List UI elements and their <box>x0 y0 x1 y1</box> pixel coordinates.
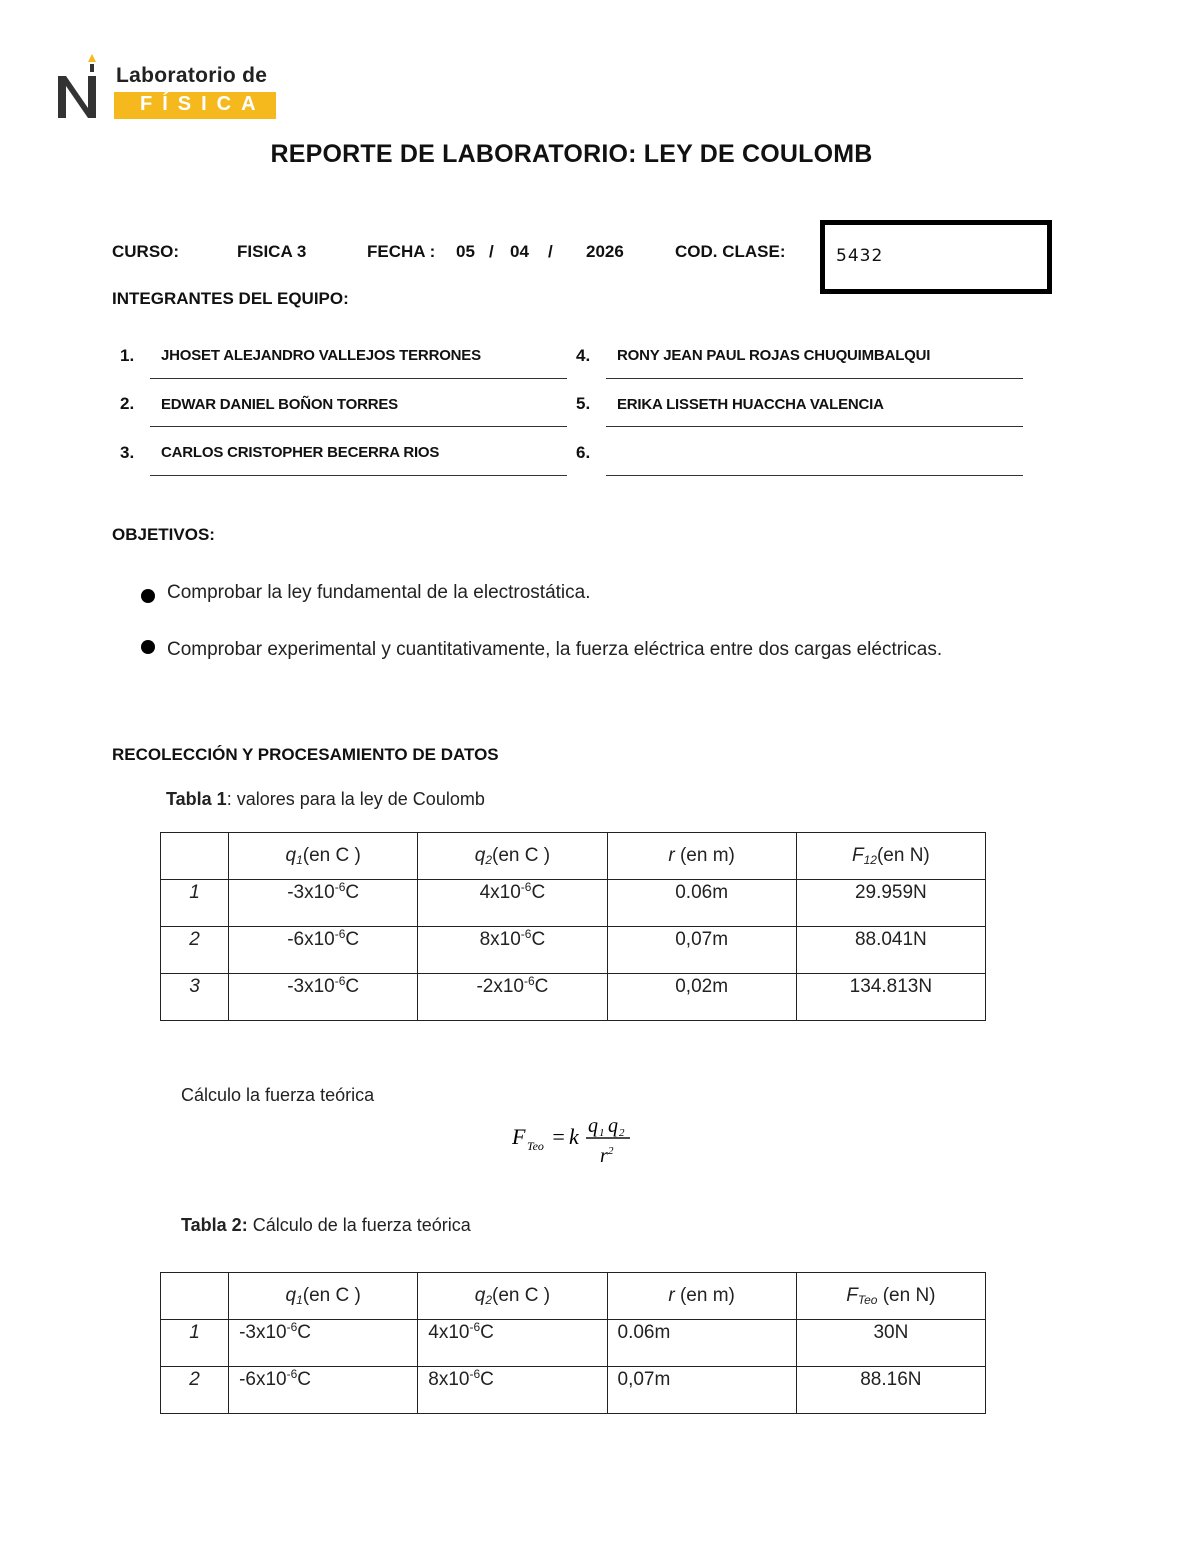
row-number: 1 <box>161 1320 229 1367</box>
member-number: 4. <box>576 346 591 365</box>
f-cell: 88.16N <box>796 1367 985 1414</box>
member-underline <box>606 378 1023 379</box>
table2-caption: Tabla 2: Cálculo de la fuerza teórica <box>181 1215 471 1235</box>
q1-cell: $-3x10^{-6}C$ <box>229 1320 418 1367</box>
logo-text-top: Laboratorio de <box>116 64 268 87</box>
q2-cell: $8x10^{-6}C$ <box>418 927 607 974</box>
header-q1: $q_1(en$ C ) <box>229 1273 418 1320</box>
table-row <box>161 1320 986 1367</box>
f-cell: 134.813N <box>796 974 985 1021</box>
table1-caption: Tabla 1: valores para la ley de Coulomb <box>166 789 485 809</box>
formula-f-sub: Teo <box>527 1139 544 1153</box>
member-underline <box>150 378 567 379</box>
member-name: CARLOS CRISTOPHER BECERRA RIOS <box>161 444 440 461</box>
formula-equals: = <box>551 1124 566 1149</box>
formula-f: F <box>512 1124 526 1149</box>
table1 <box>160 832 986 1021</box>
calc-label: Cálculo la fuerza teórica <box>181 1085 375 1105</box>
formula-q2: q <box>608 1115 618 1137</box>
header-q1: $q_1(en$ C ) <box>229 833 418 880</box>
formula-q1: q <box>588 1115 598 1137</box>
member-number: 6. <box>576 443 591 462</box>
data-section-label: RECOLECCIÓN Y PROCESAMIENTO DE DATOS <box>112 745 499 764</box>
q1-cell: $-6x10^{-6}C$ <box>229 1367 418 1414</box>
q2-cell: $-2x10^{-6}C$ <box>418 974 607 1021</box>
member-name: RONY JEAN PAUL ROJAS CHUQUIMBALQUI <box>617 347 931 364</box>
member-underline <box>606 426 1023 427</box>
row-number: 2 <box>161 927 229 974</box>
member-underline <box>150 475 567 476</box>
q2-cell: $4x10^{-6}C$ <box>418 880 607 927</box>
fecha-year: 2026 <box>586 242 624 261</box>
r-cell: 0,02m <box>607 974 796 1021</box>
logo-n-icon <box>56 52 100 122</box>
header-q2: $q_2(en$ C ) <box>418 1273 607 1320</box>
member-underline <box>606 475 1023 476</box>
fecha-day: 05 <box>456 242 475 261</box>
f-cell: 29.959N <box>796 880 985 927</box>
r-cell: 0.06m <box>607 1320 796 1367</box>
objective-item: Comprobar la ley fundamental de la electrostática. <box>167 582 591 603</box>
curso-label: CURSO: <box>112 242 180 261</box>
r-cell: 0,07m <box>607 927 796 974</box>
curso-value: FISICA 3 <box>237 242 307 261</box>
bullet-icon <box>141 640 155 654</box>
table-header-row <box>161 1273 986 1320</box>
q1-cell: $-3x10^{-6}C$ <box>229 880 418 927</box>
member-name: ERIKA LISSETH HUACCHA VALENCIA <box>617 396 884 413</box>
member-name: JHOSET ALEJANDRO VALLEJOS TERRONES <box>161 347 481 364</box>
fecha-sep-1: / <box>489 242 494 261</box>
cod-clase-value: 5432 <box>836 246 884 266</box>
q2-cell: $8x10^{-6}C$ <box>418 1367 607 1414</box>
header-fteo: $F_{Teo}$ (en N) <box>796 1273 985 1320</box>
member-underline <box>150 426 567 427</box>
formula-q1-sub: 1 <box>599 1127 605 1139</box>
table-row <box>161 880 986 927</box>
header-q2: $q_2(en$ C ) <box>418 833 607 880</box>
formula-r: r <box>600 1145 608 1167</box>
table-row <box>161 974 986 1021</box>
row-number: 1 <box>161 880 229 927</box>
fecha-sep-2: / <box>548 242 553 261</box>
row-number: 2 <box>161 1367 229 1414</box>
table-row <box>161 1367 986 1414</box>
r-cell: 0.06m <box>607 880 796 927</box>
table2 <box>160 1272 986 1414</box>
page-title: REPORTE DE LABORATORIO: LEY DE COULOMB <box>270 140 873 168</box>
objective-item: Comprobar experimental y cuantitativamente, la fuerza eléctrica entre dos cargas eléctricas. <box>167 639 943 660</box>
formula-k: k <box>569 1124 579 1149</box>
member-number: 1. <box>120 346 135 365</box>
header-cell <box>161 833 229 880</box>
fecha-month: 04 <box>510 242 529 261</box>
logo-text-bottom: FÍSICA <box>140 93 266 115</box>
objectives-label: OBJETIVOS: <box>112 525 215 544</box>
header-r: r (en m) <box>607 1273 796 1320</box>
bullet-icon <box>141 589 155 603</box>
f-cell: 30N <box>796 1320 985 1367</box>
q2-cell: $4x10^{-6}C$ <box>418 1320 607 1367</box>
fecha-label: FECHA : <box>367 242 436 261</box>
q1-cell: $-6x10^{-6}C$ <box>229 927 418 974</box>
row-number: 3 <box>161 974 229 1021</box>
team-label: INTEGRANTES DEL EQUIPO: <box>112 289 349 308</box>
table-row <box>161 927 986 974</box>
r-cell: 0,07m <box>607 1367 796 1414</box>
member-number: 3. <box>120 443 135 462</box>
formula-r-exp: 2 <box>608 1145 614 1157</box>
member-number: 5. <box>576 394 591 413</box>
header-cell <box>161 1273 229 1320</box>
member-name: EDWAR DANIEL BOÑON TORRES <box>161 396 398 413</box>
formula-q2-sub: 2 <box>619 1127 625 1139</box>
table-header-row <box>161 833 986 880</box>
member-number: 2. <box>120 394 135 413</box>
f-cell: 88.041N <box>796 927 985 974</box>
coulomb-formula <box>512 1112 652 1172</box>
q1-cell: $-3x10^{-6}C$ <box>229 974 418 1021</box>
cod-clase-label: COD. CLASE: <box>675 242 786 261</box>
header-f12: $F_{12}(en$ N) <box>796 833 985 880</box>
header-r: r (en m) <box>607 833 796 880</box>
